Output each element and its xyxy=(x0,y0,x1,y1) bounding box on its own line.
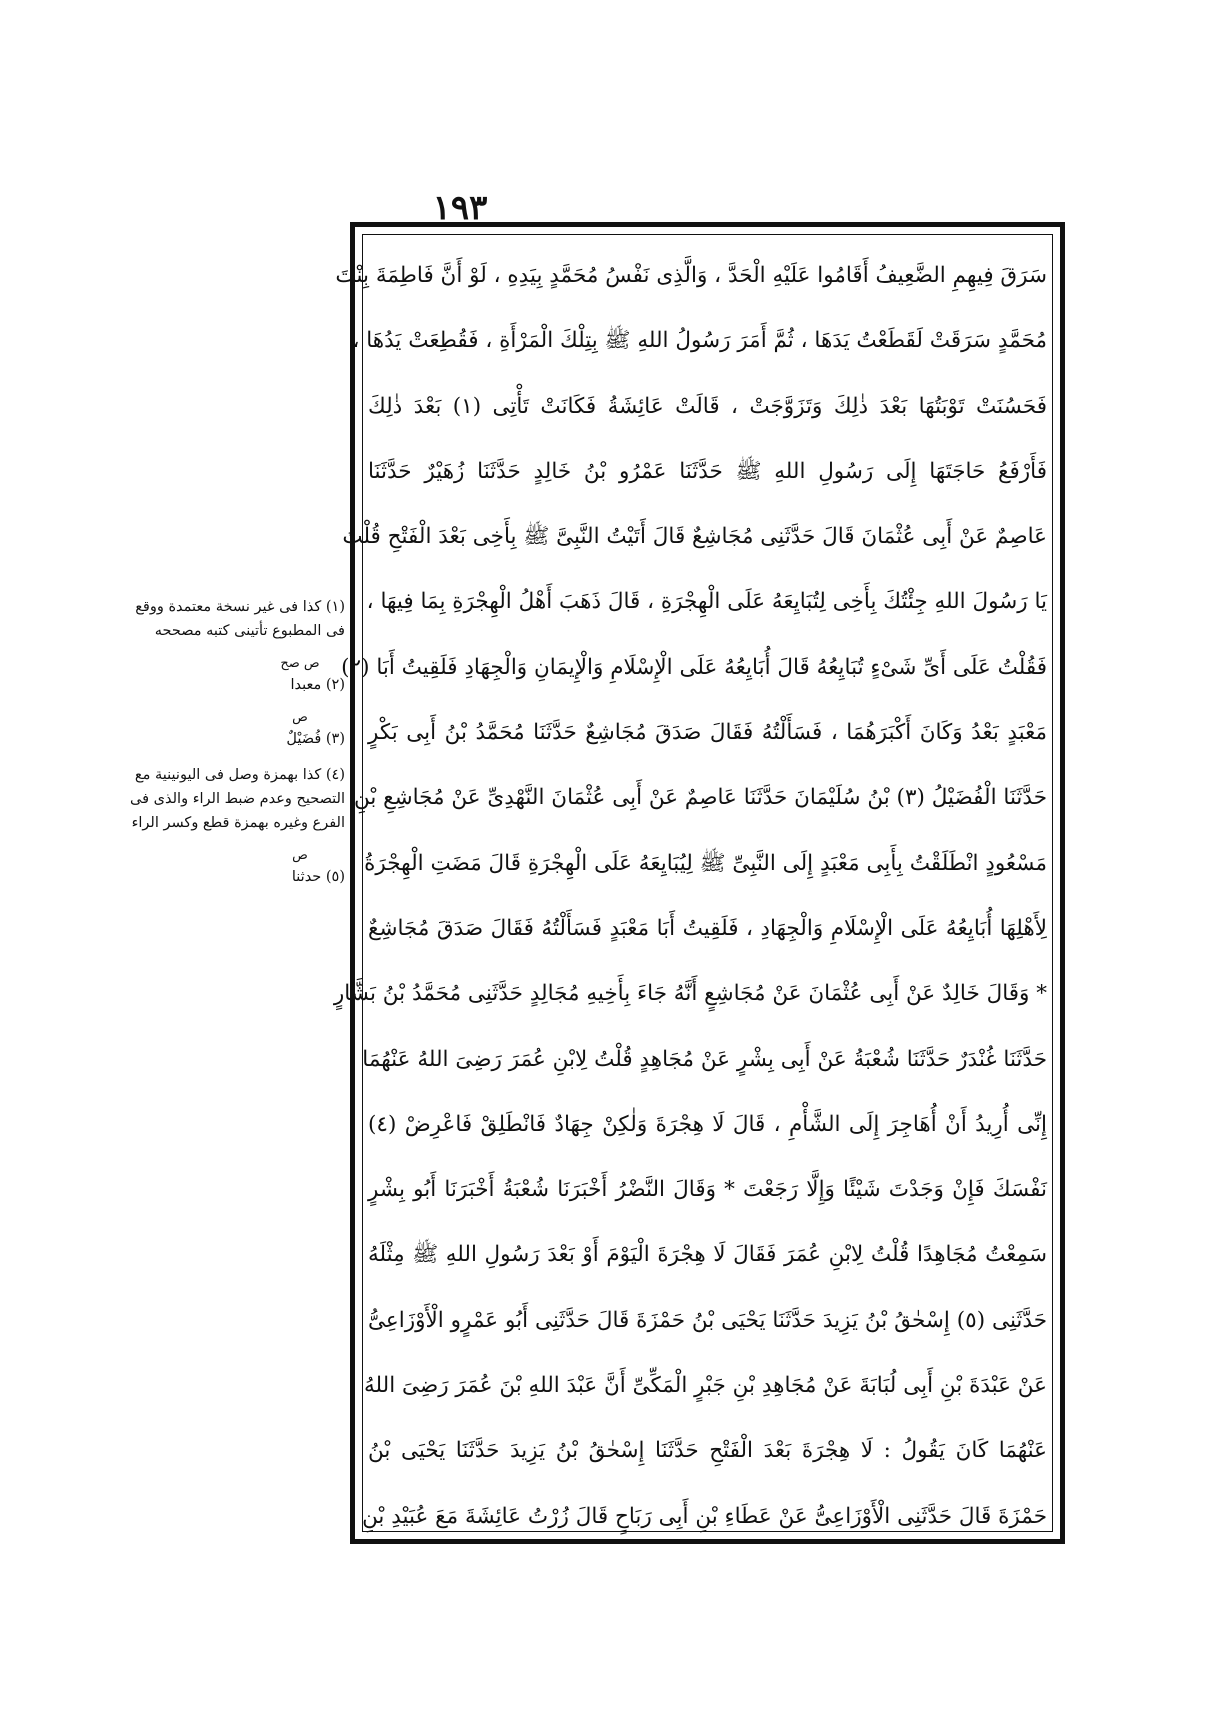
text-line: إِنِّى أُرِيدُ أَنْ أُهَاجِرَ إِلَى الشَّأْمِ ، قَالَ لَا هِجْرَةَ وَلٰكِنْ جِهَادٌ فَانْطَلِقْ فَاعْرِضْ (٤) xyxy=(368,1111,1047,1137)
text-line: مَعْبَدٍ بَعْدُ وَكَانَ أَكْبَرَهُمَا ، فَسَأَلْتُهُ فَقَالَ صَدَقَ مُجَاشِعٌ حَدَّثَنَا مُحَمَّدُ بْنُ أَبِى بَكْرٍ xyxy=(368,720,1047,746)
margin-note-2: (٢) معبدا xyxy=(290,677,345,693)
text-line: عَنْهُمَا كَانَ يَقُولُ : لَا هِجْرَةَ بَعْدَ الْفَتْحِ حَدَّثَنَا إِسْحٰقُ بْنُ يَزِيدَ حَدَّثَنَا يَحْيَى بْنُ xyxy=(368,1438,1047,1464)
page-number: ١٩٣ xyxy=(432,188,488,228)
text-line: فَقُلْتُ عَلَى أَىِّ شَىْءٍ تُبَايِعُهُ قَالَ أُبَايِعُهُ عَلَى الْإِسْلَامِ وَالْإِيمَانِ وَالْجِهَادِ فَلَقِيتُ أَبَا (٢) xyxy=(341,654,1047,680)
text-line: يَا رَسُولَ اللهِ جِئْتُكَ بِأَخِى لِتُبَايِعَهُ عَلَى الْهِجْرَةِ ، قَالَ ذَهَبَ أَهْلُ الْهِجْرَةِ بِمَا فِيهَا ، xyxy=(366,589,1047,615)
text-line: مَسْعُودٍ انْطَلَقْتُ بِأَبِى مَعْبَدٍ إِلَى النَّبِىِّ ﷺ لِيُبَايِعَهُ عَلَى الْهِجْرَةِ قَالَ مَضَتِ الْهِجْرَةُ xyxy=(364,850,1047,876)
note-mark: ص xyxy=(292,710,308,725)
text-line: حَدَّثَنِى (٥) إِسْحٰقُ بْنُ يَزِيدَ حَدَّثَنَا يَحْيَى بْنُ حَمْزَةَ قَالَ حَدَّثَنِى أَبُو عَمْرٍو الْأَوْزَاعِىُّ xyxy=(368,1307,1047,1333)
margin-note-1: (١) كذا فى غير نسخة معتمدة ووقع فى المطبوع تأتينى كتبه مصححه xyxy=(135,599,345,639)
text-line: عَنْ عَبْدَةَ بْنِ أَبِى لُبَابَةَ عَنْ مُجَاهِدِ بْنِ جَبْرٍ الْمَكِّىِّ أَنَّ عَبْدَ اللهِ بْنَ عُمَرَ رَضِىَ اللهُ xyxy=(364,1373,1047,1399)
text-line: سَرَقَ فِيهِمِ الضَّعِيفُ أَقَامُوا عَلَيْهِ الْحَدَّ ، وَالَّذِى نَفْسُ مُحَمَّدٍ بِيَدِهِ ، لَوْ أَنَّ فَاطِمَةَ بِنْتَ xyxy=(335,263,1047,288)
text-line: لِأَهْلِهَا أُبَايِعُهُ عَلَى الْإِسْلَامِ وَالْجِهَادِ ، فَلَقِيتُ أَبَا مَعْبَدٍ فَسَأَلْتُهُ فَقَالَ صَدَقَ مُجَاشِعٌ xyxy=(368,915,1047,941)
margin-note-4: (٤) كذا بهمزة وصل فى اليونينية مع التصحيح وعدم ضبط الراء والذى فى الفرع وغيره بهمزة قطع وكسر الراء xyxy=(130,767,345,831)
note-mark: ص xyxy=(292,848,308,863)
text-line: مُحَمَّدٍ سَرَقَتْ لَقَطَعْتُ يَدَهَا ، ثُمَّ أَمَرَ رَسُولُ اللهِ ﷺ بِتِلْكَ الْمَرْأَةِ ، فَقُطِعَتْ يَدُهَا ، xyxy=(352,328,1047,354)
text-line: * وَقَالَ خَالِدٌ عَنْ أَبِى عُثْمَانَ عَنْ مُجَاشِعٍ أَنَّهُ جَاءَ بِأَخِيهِ مُجَالِدٍ حَدَّثَنِى مُحَمَّدُ بْنُ بَشَّارٍ xyxy=(333,981,1047,1007)
text-line: فَأَرْفَعُ حَاجَتَهَا إِلَى رَسُولِ اللهِ ﷺ حَدَّثَنَا عَمْرُو بْنُ خَالِدٍ حَدَّثَنَا زُهَيْرٌ حَدَّثَنَا xyxy=(368,458,1047,484)
main-text xyxy=(333,243,1055,1549)
margin-note-5: (٥) حدثنا xyxy=(291,869,345,885)
text-line: سَمِعْتُ مُجَاهِدًا قُلْتُ لِابْنِ عُمَرَ فَقَالَ لَا هِجْرَةَ الْيَوْمَ أَوْ بَعْدَ رَسُولِ اللهِ ﷺ مِثْلَهُ xyxy=(368,1242,1047,1268)
text-line: نَفْسَكَ فَإِنْ وَجَدْتَ شَيْئًا وَإِلَّا رَجَعْتَ * وَقَالَ النَّضْرُ أَخْبَرَنَا شُعْبَةُ أَخْبَرَنَا أَبُو بِشْرٍ xyxy=(368,1177,1047,1203)
margin-note-3: (٣) فُضَيْلٌ xyxy=(286,731,345,747)
margin-notes xyxy=(130,595,345,901)
text-line: حَدَّثَنَا غُنْدَرٌ حَدَّثَنَا شُعْبَةُ عَنْ أَبِى بِشْرٍ عَنْ مُجَاهِدٍ قُلْتُ لِابْنِ عُمَرَ رَضِىَ اللهُ عَنْهُمَا xyxy=(362,1046,1047,1072)
note-mark: ص صح xyxy=(280,656,320,671)
text-line: فَحَسُنَتْ تَوْبَتُهَا بَعْدَ ذٰلِكَ وَتَزَوَّجَتْ ، قَالَتْ عَائِشَةُ فَكَانَتْ تَأْتِى (١) بَعْدَ ذٰلِكَ xyxy=(368,393,1047,419)
text-line: حَدَّثَنَا الْفُضَيْلُ (٣) بْنُ سُلَيْمَانَ حَدَّثَنَا عَاصِمٌ عَنْ أَبِى عُثْمَانَ النَّهْدِىِّ عَنْ مُجَاشِعِ بْنِ xyxy=(353,785,1047,811)
text-line: عَاصِمٌ عَنْ أَبِى عُثْمَانَ قَالَ حَدَّثَنِى مُجَاشِعٌ قَالَ أَتَيْتُ النَّبِىَّ ﷺ بِأَخِى بَعْدَ الْفَتْحِ قُلْتُ xyxy=(342,524,1047,550)
text-line: حَمْزَةَ قَالَ حَدَّثَنِى الْأَوْزَاعِىُّ عَنْ عَطَاءِ بْنِ أَبِى رَبَاحٍ قَالَ زُرْتُ عَائِشَةَ مَعَ عُبَيْدِ بْنِ xyxy=(362,1503,1047,1529)
